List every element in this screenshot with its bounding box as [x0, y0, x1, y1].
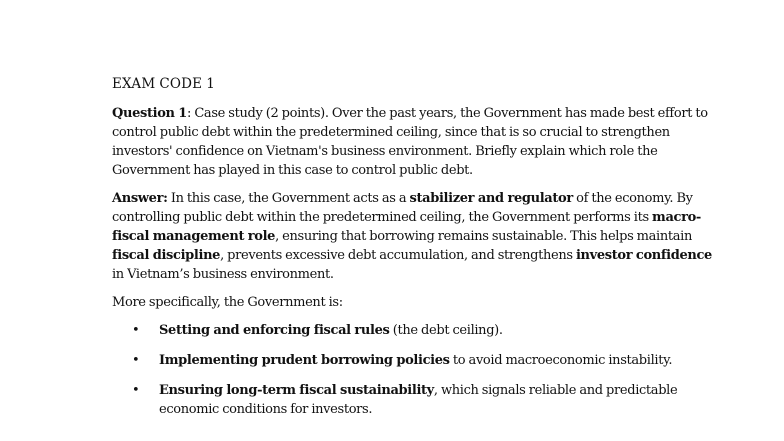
answer-text-4: , prevents excessive debt accumulation, and strengthens	[220, 248, 576, 263]
answer-label: Answer:	[112, 191, 168, 206]
list-item-text: (the debt ceiling).	[389, 323, 503, 338]
list-item	[112, 321, 712, 340]
answer-text-2: of the economy. By controlling public debt within the predetermined ceiling, the Government performs its	[112, 191, 693, 225]
more-specifically-paragraph: More specifically, the Government is:	[112, 295, 343, 310]
list-item	[112, 381, 712, 419]
list-item-text: , which signals reliable and predictable economic conditions for investors.	[159, 383, 678, 417]
document-body	[112, 72, 712, 430]
list-item-bold: Implementing prudent borrowing policies	[159, 353, 450, 368]
question-text: : Case study (2 points). Over the past years, the Government has made best effort to control public debt within the predetermined ceiling, since that is so crucial to strengthen investors' confidence on Vietnam's business environment. Briefly explain which role the Government has played in this case to control public debt.	[112, 106, 708, 178]
list-item-bold: Setting and enforcing fiscal rules	[159, 323, 390, 338]
answer-text-1: In this case, the Government acts as a	[167, 191, 410, 206]
answer-text-5: in Vietnam’s business environment.	[112, 267, 334, 282]
bullet-icon: •	[132, 323, 140, 338]
bullet-icon: •	[132, 353, 140, 368]
answer-bold-investor-confidence: investor confidence	[575, 248, 712, 263]
bullet-icon: •	[132, 383, 140, 398]
question-label: Question 1	[112, 106, 188, 121]
answer-text-3: , ensuring that borrowing remains sustainable. This helps maintain	[275, 229, 692, 244]
exam-code-heading: EXAM CODE 1	[112, 76, 216, 92]
question-paragraph	[112, 104, 712, 180]
role-bullet-list	[112, 321, 712, 419]
list-item	[112, 351, 712, 370]
answer-bold-stabilizer: stabilizer and regulator	[409, 191, 573, 206]
list-item-text: to avoid macroeconomic instability.	[449, 353, 673, 368]
answer-paragraph	[112, 189, 712, 284]
answer-bold-macro-fiscal: macro-fiscal management role	[112, 210, 701, 244]
list-item-bold: Ensuring long-term fiscal sustainability	[159, 383, 434, 398]
answer-bold-fiscal-discipline: fiscal discipline	[112, 248, 221, 263]
